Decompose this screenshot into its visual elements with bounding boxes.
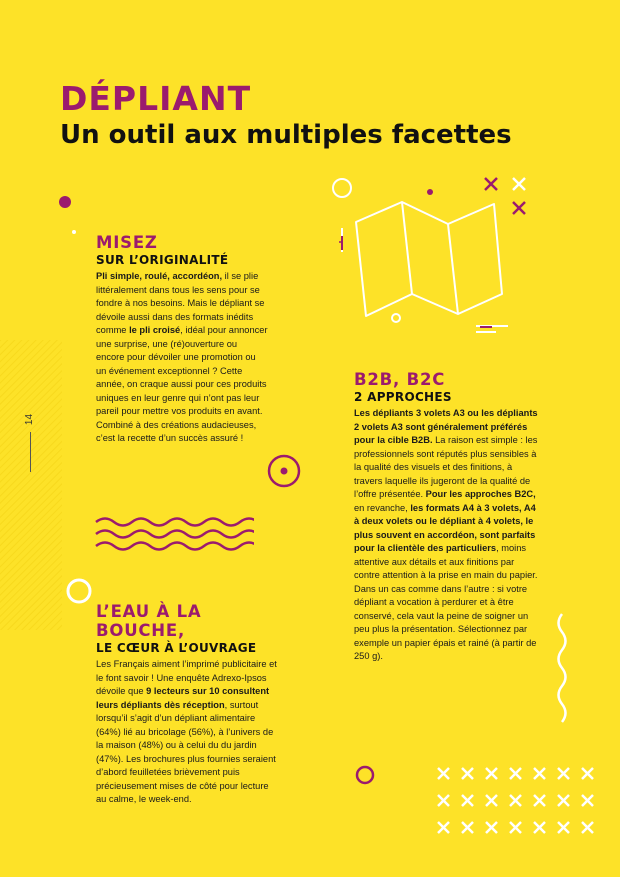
cross-icon <box>534 768 545 779</box>
page-title: DÉPLIANT <box>60 79 252 118</box>
bold-text-run: Pour les approches B2C, <box>425 489 536 499</box>
cross-icon <box>462 795 473 806</box>
cross-icon <box>438 768 449 779</box>
cross-icon <box>462 822 473 833</box>
cross-icon <box>486 795 497 806</box>
section-subtitle: SUR L’ORIGINALITÉ <box>96 253 229 267</box>
cross-icon <box>462 768 473 779</box>
cross-icon <box>582 822 593 833</box>
section-title: L’EAU À LA BOUCHE, <box>96 602 202 640</box>
cross-icon <box>486 768 497 779</box>
cross-icon <box>486 822 497 833</box>
section-subtitle: 2 APPROCHES <box>354 390 452 404</box>
section-misez <box>96 233 268 446</box>
text-run: , surtout lorsqu’il s’agit d’un dépliant alimentaire (64%) lié au bricolage (56%), à l’univers de la maison (48%) ou à celui du du jardin (47%). Les brochures plus fournies seraient d’abord feuilletées brièvement puis précieusement mises de côté pour lecture au calme, le week-end. <box>96 699 276 804</box>
text-run: , moins attentive aux détails et aux finitions par contre attention à la prise en main du papier. Dans un cas comme dans l’autre : si votre dépliant a vocation à perdurer et à être conservé, cela vaut la peine de soigner un peu plus la présentation. Sélectionnez par exemple un papier épais et rainé (à partir de 250 g). <box>354 543 538 661</box>
circle-decor-icon <box>354 764 376 786</box>
section-title: MISEZ <box>96 233 158 252</box>
dot-decor-icon <box>59 196 71 208</box>
cross-icon <box>510 795 521 806</box>
circle-decor-icon <box>64 576 94 606</box>
section-body <box>96 658 278 807</box>
wave-decor-icon <box>94 516 254 556</box>
cross-decor-icon <box>432 762 596 836</box>
section-title: B2B, B2C <box>354 370 446 389</box>
cross-icon <box>510 822 521 833</box>
cross-icon <box>438 795 449 806</box>
text-run: La raison est simple : les professionnels sont réputés plus sensibles à la qualité des visuels et des finitions, à travers laquelle ils jugeront de la qualité de l’offre présentée. <box>354 435 538 499</box>
bold-text-run: le pli croisé <box>129 325 181 335</box>
cross-icon <box>558 822 569 833</box>
cross-icon <box>558 795 569 806</box>
circle-decor-icon <box>266 453 302 489</box>
section-body <box>96 270 268 446</box>
section-body <box>354 407 540 664</box>
cross-icon <box>582 768 593 779</box>
folded-map-icon <box>330 172 540 342</box>
text-run: il se plie littéralement dans tous les sens pour se fondre à nos besoins. Mais le dépliant se dévoile aussi dans des formats inédits comme <box>96 271 265 335</box>
cross-icon <box>582 795 593 806</box>
cross-icon <box>558 768 569 779</box>
cross-icon <box>534 795 545 806</box>
bold-text-run: 9 lecteurs sur 10 consultent leurs dépliants dès réception <box>96 686 270 710</box>
text-run: , idéal pour annoncer une surprise, une (ré)ouverture ou encore pour dévoiler une promotion ou un événement exceptionnel ? Cette année, on craque aussi pour ces produits uniques en leur genre qui n’ont pas leur pareil pour mettre vos produits en avant. Combiné à des créations audacieuses, c’est la recette d’un succès assuré ! <box>96 325 268 443</box>
bold-text-run: Les dépliants 3 volets A3 ou les dépliants 2 volets A3 sont généralement préférés pour la cible B2B. <box>354 408 538 445</box>
text-run: en revanche, <box>354 502 411 513</box>
text-run: Les Français aiment l’imprimé publicitaire et le font savoir ! Une enquête Adrexo-Ipsos dévoile que <box>96 659 277 696</box>
cross-icon <box>438 822 449 833</box>
section-b2b <box>354 370 540 664</box>
wave-decor-icon <box>552 612 572 732</box>
dot-decor-icon <box>72 230 76 234</box>
page-subtitle: Un outil aux multiples facettes <box>60 120 512 150</box>
page-number: 14 <box>24 413 36 426</box>
cross-icon <box>510 768 521 779</box>
page-number-rule <box>30 432 31 472</box>
section-eau <box>96 602 278 807</box>
bold-text-run: Pli simple, roulé, accordéon, <box>96 271 223 281</box>
cross-icon <box>534 822 545 833</box>
hatch-stripe-decor <box>0 340 62 630</box>
section-subtitle: LE CŒUR À L’OUVRAGE <box>96 641 257 655</box>
bold-text-run: les formats A4 à 3 volets, A4 à deux volets ou le dépliant à 4 volets, le plus souvent en accordéon, sont parfaits pour la clientèle des particuliers <box>354 502 536 553</box>
